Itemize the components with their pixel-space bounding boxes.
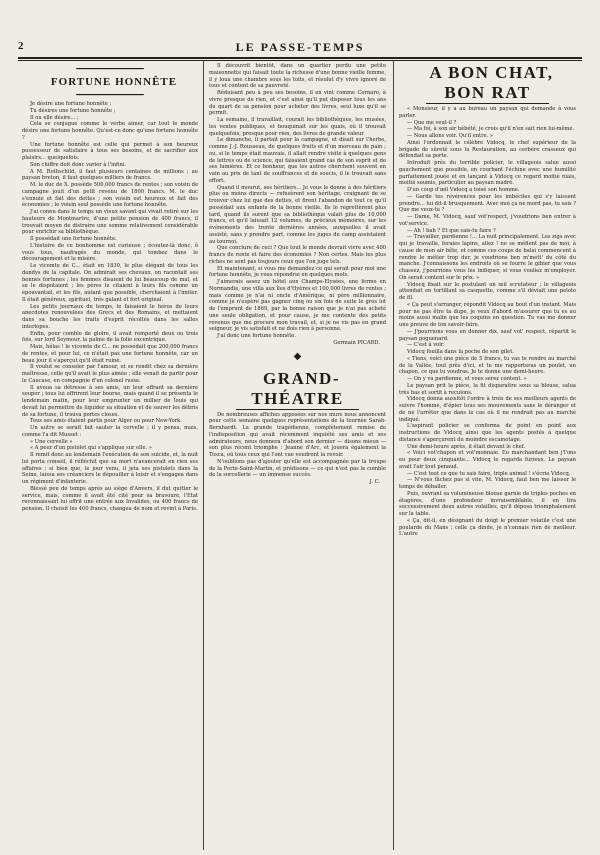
paragraph: Mais, hélas ! le vicomte de C... ne possédait que 200,000 francs de rentes, et pour lui, ce n'était pas une fortune honnête, car un beau jour il s'aperçut qu'il était ruiné. [22,344,198,364]
paragraph: — Que me veut-il ? [407,119,457,126]
paragraph: — C'est tout ce que tu sais faire, triple animal ! s'écria Vidocq. [407,470,571,477]
paragraph: Puis, ouvrant sa volumineuse blouse garnie de triples poches en étagères, d'une profondeur invraisemblable, il en tira successivement deux autres volailles, qu'il déposa triomphalement sur la table. [399,490,576,517]
article-body-theatre [209,412,386,480]
paragraph: Tu désires une fortune honnête ; [30,107,116,114]
paragraph: Il découvrit bientôt, dans un quartier perdu une petite maisonnette qui faisait toute la richesse d'une bonne vieille femme, il y loua une chambre sous les toits, et résolut d'y vivre ignoré de tous et content de sa pauvreté. [209,63,386,90]
paragraph: Vidocq fixait sur le postulant un œil scrutateur ; le villageois attendait en tortillant sa casquette, comme s'il déviait une pelote de fil. [399,281,576,301]
column-3 [399,63,576,843]
paragraph: Je désire une fortune honnête ; [30,101,112,107]
paragraph: Introduit près du terrible policier, le villageois salue aussi gauchement que possible, en courbant l'échine avec une humilité parfaitement jouée et en lançant à Vidocq ce regard moitié niais, moitié soumis, particulier au paysan madré. [399,160,576,187]
paragraph: Il remit donc au lendemain l'exécution de son suicide, et, la nuit lui porta conseil, il réfléchit que sa mort n'avancerait en rien ses affaires ; si bien que, le jour venu, il jeta ses pistolets dans la Seine, laissa ses créanciers le dépouiller à loisir et s'engagea dans un régiment d'infanterie. [22,452,198,485]
paragraph: « A peur d'un pistolet qui s'applique sur elle. » [30,445,152,452]
paragraph: N'oublions pas d'ajouter qu'elle est accompagnée par la troupe de la Porte-Saint-Martin, et prédisons — ce qui n'est pas le comble de la sorcellerie — un immense succès. [209,458,386,479]
column-2 [209,63,386,843]
paragraph: Le paysan prit la pièce, la fit disparaître sous sa blouse, salua très bas et sortit à reculons. [399,382,576,396]
paragraph: Ainsi l'ordonnait le célèbre Vidocq, le chef supérieur de la brigade de sûreté sous la Restauration, au cerbère crasseux qui défendait sa porte. [399,139,576,160]
paragraph: L'aspirant policier se conforma de point en point aux instructions de Vidocq ainsi que les agents postés à quelque distance s'aperçurent du moindre escamotage. [399,423,576,443]
paragraph: — Ma foi, à son air hébété, je crois qu'il n'en sait rien lui-même. [407,126,575,133]
title-rule [426,103,550,104]
paragraph: L'histoire de ce bonhomme est curieuse ; écoutez-là donc, ô vous tous, naufragés du monde, qui tombez dans le découragement et la misère. [22,242,198,263]
masthead: LE PASSE-TEMPS [235,40,365,54]
article-body-fortune [22,101,198,513]
article-signature-2: J. C. [369,479,380,485]
paragraph: « Une cervelle » [30,438,73,445]
paragraph: Blessé peu de temps après au siège d'Anvers, il dut quitter le service, mais, comme il avait été cité pour sa bravoure, l'Etat reconnaissant lui offrit une entrée aux Invalides, ou 400 francs de pension. Il choisit les 400 francs, changea de nom et revint à Paris. [22,485,198,512]
paragraph: Et maintenant, si vous me demandez ce qui serait pour moi une fortune honnête, je vous répondrai en quelques mots. [209,265,386,279]
paragraph: J'aimerais assez un hôtel aux Champs-Elysées, une ferme en Normandie, une villa aux îles d'Hyères et 100,000 livres de rentes ; mais comme je n'ai ni oncle d'Amérique, ni père millionnaire, comme je n'espère pas gagner cinq ou six fois de suite le gros lot de l'emprunt de 1869, par la bonne raison que je n'ai pas acheté une seule obligation, et pour cause, je me contente des petits revenus que me procure mon travail, et, si je ne vis pas en grand seigneur, je vis satisfait et ne dois rien à personne. [209,279,386,333]
header-rule [18,57,582,61]
paragraph: D'un coup d'œil Vidocq a toisé son homme. [407,187,520,193]
paragraph: Quand il mourut, ses héritiers... Je vous le donne à des héritiers plus ou moins directs — refusèrent son héritage, craignant de se trouver chez lui que des dettes, et firent l'abandon de tout ce qu'il possédait aux enfants de la bonne vieille. Ils le regrettèrent plus tard, quand ils surent que sa bibliothèque valait plus de 10,000 francs, et qu'il laissait 12 volumes, de précieux mémoires, sur les événements des trente dernières années, auxquelles il avait assisté, sans y prendre part, comme les juges du camp assistaient au tournoi. [209,184,386,245]
article-body-fortune-cont [209,63,386,340]
title-ornament: ━━━━━━━━━━━━━━━━ [76,65,144,73]
paragraph: — Nous allons voir. Qu'il entre. » [407,133,493,139]
paragraph: Un autre se serait fait sauter la cervelle ; il y pensa, mais, comme l'a dit Musset : [22,425,198,438]
paragraph: — On y va pardienne, et vous serez content. » [407,376,527,382]
page-header [18,40,582,56]
paragraph: M. le duc de X. possède 500,000 francs de rentes ; son voisin de campagne jouit d'un petit revenu de 1800 francs. M. le duc s'ennuie et fait des dettes ; son voisin est heureux et fait des économies ; le voisin seul possède une fortune honnête. [22,182,198,209]
separator-ornament: ◆ [293,350,302,362]
paragraph: A M. Rothschild, il faut plusieurs centaines de millions ; au paysan breton, il faut quelques milliers de francs. [22,168,198,182]
article-title-theatre: GRAND-THÉATRE [251,368,344,408]
article-signature: Germain PICARD. [333,339,380,346]
paragraph: « Voici vot'chapon et vot'monnaie. Eu marchandant ben j'l'ons eu pour deux cinquante... Vidocq le regarda furieux. Le paysan avait l'air tout penaud. [399,450,576,470]
paragraph: Les petits journaux du temps, le faisaient le héros de leurs anecdotes renouvelées des Grecs et des Romains, et mettaient dans sa bouche les traits d'esprit récoltés dans les salles interlopes. [22,303,198,330]
paragraph: Le vicomte de C... était en 1830, le plus élégant de tous les dandys de la capitale. On admirait ses chevaux, on racontait ses bonnes fortunes ; les femmes disaient de lui beaucoup de mal, et se le disputaient ; les pères le citaient à leurs fils comme un épouvantail, et les fils, autant que possible, cherchaient à l'imiter. Il était généreux, spirituel, très galant et fort original. [22,263,198,303]
paragraph: Réduisant peu à peu ses besoins, il en vint comme Cornaro, à vivre presque de rien, et c'est ainsi qu'il put disposer tous les ans du quart de sa pension pour acheter des livres, seul luxe qu'il se permit. [209,90,386,117]
column-1 [22,63,198,843]
paragraph: Vidocq fouilla dans la poche de son gilet. [407,349,514,355]
paragraph: — J'pourrions vous en donner dix, sauf vot' respect, répartit le paysan goguenard. [399,328,576,342]
column-divider-2 [393,60,394,850]
paragraph: J'ai connu dans le temps un vieux savant qui vivait retiré sur les hauteurs de Montmartre, d'une petite pension de 400 francs, il trouvait moyen de distraire une somme relativement considérable pour enrichir sa bibliothèque. [22,209,198,236]
paragraph: Vidocq donna aussitôt l'ordre à trois de ses meilleurs agents de suivre l'homme, d'épier tous ses mouvements sans le déranger et de ne l'arrêter que dans le cas où il ne rendrait pas au marché indiqué. [399,396,576,423]
paragraph: — Garde tes révérences pour les imbéciles qui s'y laissent prendre... lui dit-il brusquement. Avec moi ça ne mord pas, tu sais ? Que me veux-tu ? [399,193,576,214]
paragraph: Que conclure de ceci ? Que tout le monde devrait vivre avec 400 francs de rente et faire des économies ? Non certes. Mais les plus riches ne sont pas toujours ceux que l'on juge tels. [209,245,386,265]
paragraph: Le dimanche, il partait pour la campagne, et disait sur l'herbe, comme J.-J. Rousseau, de quelques fruits et d'un morceau de pain ; ou, si le temps était mauvais, il allait rendre visite à quelques gens de lettres ou de science, qui faisaient grand cas de son esprit et de ses lumières. Et ce bonheur, que les autres cherchent souvent en vain au prix de tant de souffrances et de soucis, il le trouvait sans effort. [209,137,386,184]
paragraph: Il possédait une fortune honnête. [30,236,117,242]
paragraph: J'ai donc une fortune honnête. [217,333,296,339]
page-number: 2 [18,40,24,52]
paragraph: Il voulut se consoler par l'amour, et se rendit chez sa dernière maîtresse, celle qu'il avait le plus aimée ; elle venait de partir pour le Caucase, en compagnie d'un colonel russe. [22,364,198,384]
paragraph: De nombreuses affiches apposées sur nos murs nous annoncent pour cette semaine quelques représentations de la tournée Sarah-Bernhardt. La grande tragédienne, complètement remise de l'indisposition qui avait récemment inquiété ses amis et ses admirateurs, nous donnera d'abord son dernier — disons mieux — son plus récent triomphe : Jeanne d'Arc, et jouera également la Tosca, où tous ceux qui l'ont vue voudront la revoir. [209,411,386,458]
paragraph: — C'est à voir. [407,342,445,349]
paragraph: — N'vous fâchez pas si vite, M. Vidocq, faut ben me laisser le temps de déballer. [399,477,576,490]
paragraph: « Ça, dit-il, en désignant du doigt le premier volatile c'est une poularde du Mans ; celle ça dinde, je n'connais rien de meilleur. L'autre [399,517,576,538]
paragraph: Il avoua sa détresse à ses amis, un leur offrant sa dernière souper ; tous lui offrirent leur bourse, mais quand il se présenta le lendemain matin, pour leur emprunter un millier de louis qui devait lui permettre de liquider sa situation et de sauver les débris de sa fortune, il trouva portes closes. [22,384,198,418]
paragraph: Tous ses amis étaient partis pour Alger ou pour New-York. [30,418,182,425]
paragraph: Son chiffre doit donc varier à l'infini. [30,161,127,168]
paragraph: Enfin, pour comble de gloire, il avait remporté deux ou trois fois, sur lord Seymour, la palme de la folie excentrique. [22,330,198,344]
article-title-chat: A BON CHAT, BON RAT [429,63,554,102]
paragraph: « Monsieur, il y a au bureau un paysan qui demande à vous parler. [399,106,576,119]
paragraph: « Tiens, voici une pièce de 5 francs, tu vas te rendre au marché de la Vallée, tout près d'ici, et tu me rapporteras un poulet, un chapon, ce que tu voudras. Je te donne une demi-heure. [399,355,576,376]
paragraph: Une demi-heure après, il était devant le chef. [407,443,526,450]
paragraph: Une fortune honnête est celle qui permet à son heureux possesseur de satisfaire à tous ses besoins, et de sacrifier aux plaisirs... quelquefois. [22,141,198,161]
paragraph: La semaine, il travaillait, courait les bibliothèques, les musées, les ventes publiques, et bouquinait sur les quais, où il trouvait quelquefois, presque pour rien, des livres de grande valeur. [209,117,386,137]
column-divider-1 [203,60,204,850]
article-title-fortune: FORTUNE HONNÊTE [50,76,178,88]
paragraph: Cela se conjugue comme le verbe aimer, car tout le monde désire une fortune honnête. Qu'est-ce donc qu'une fortune honnête ? [22,121,198,141]
paragraph: — Ah ! bah ? Et que sais-tu faire ? [407,227,496,234]
article-body-chat [399,106,576,538]
title-rule [236,409,360,410]
paragraph: — Dame, M. Vidocq, sauf vot'respect, j'voudrions ben entrer à vot'service. [399,214,576,227]
title-ornament: ━━━━━━━━━━━━━━━━ [76,91,144,99]
paragraph: Il ou elle désire... ; [30,114,79,121]
paragraph: « Ça peut s'arranger, répondit Vidocq au bout d'un instant. Mais pour ne pas être ta dupe, je veux d'abord m'assurer que tu es au moins aussi malin que les coquins en question. Tu vas me donner une preuve de ton savoir-faire. [399,301,576,328]
paragraph: — Travailler, pardienne !... La nuit principalement. Les zigs avec qui je travaille, feraies lapins, allez ! ne se méfient pas de moi, à cause de mon air bête, et comme ces coups de balai commencent à rendre le métier trop dur, je voudrions ben m'mett' du côté du manche. J'connaissons les endroits où se fourre le gibier que vous chassez, j'pourrions vous les indiquer, si vous vouliez m'employer. On serait content sur le prix. » [399,234,576,281]
